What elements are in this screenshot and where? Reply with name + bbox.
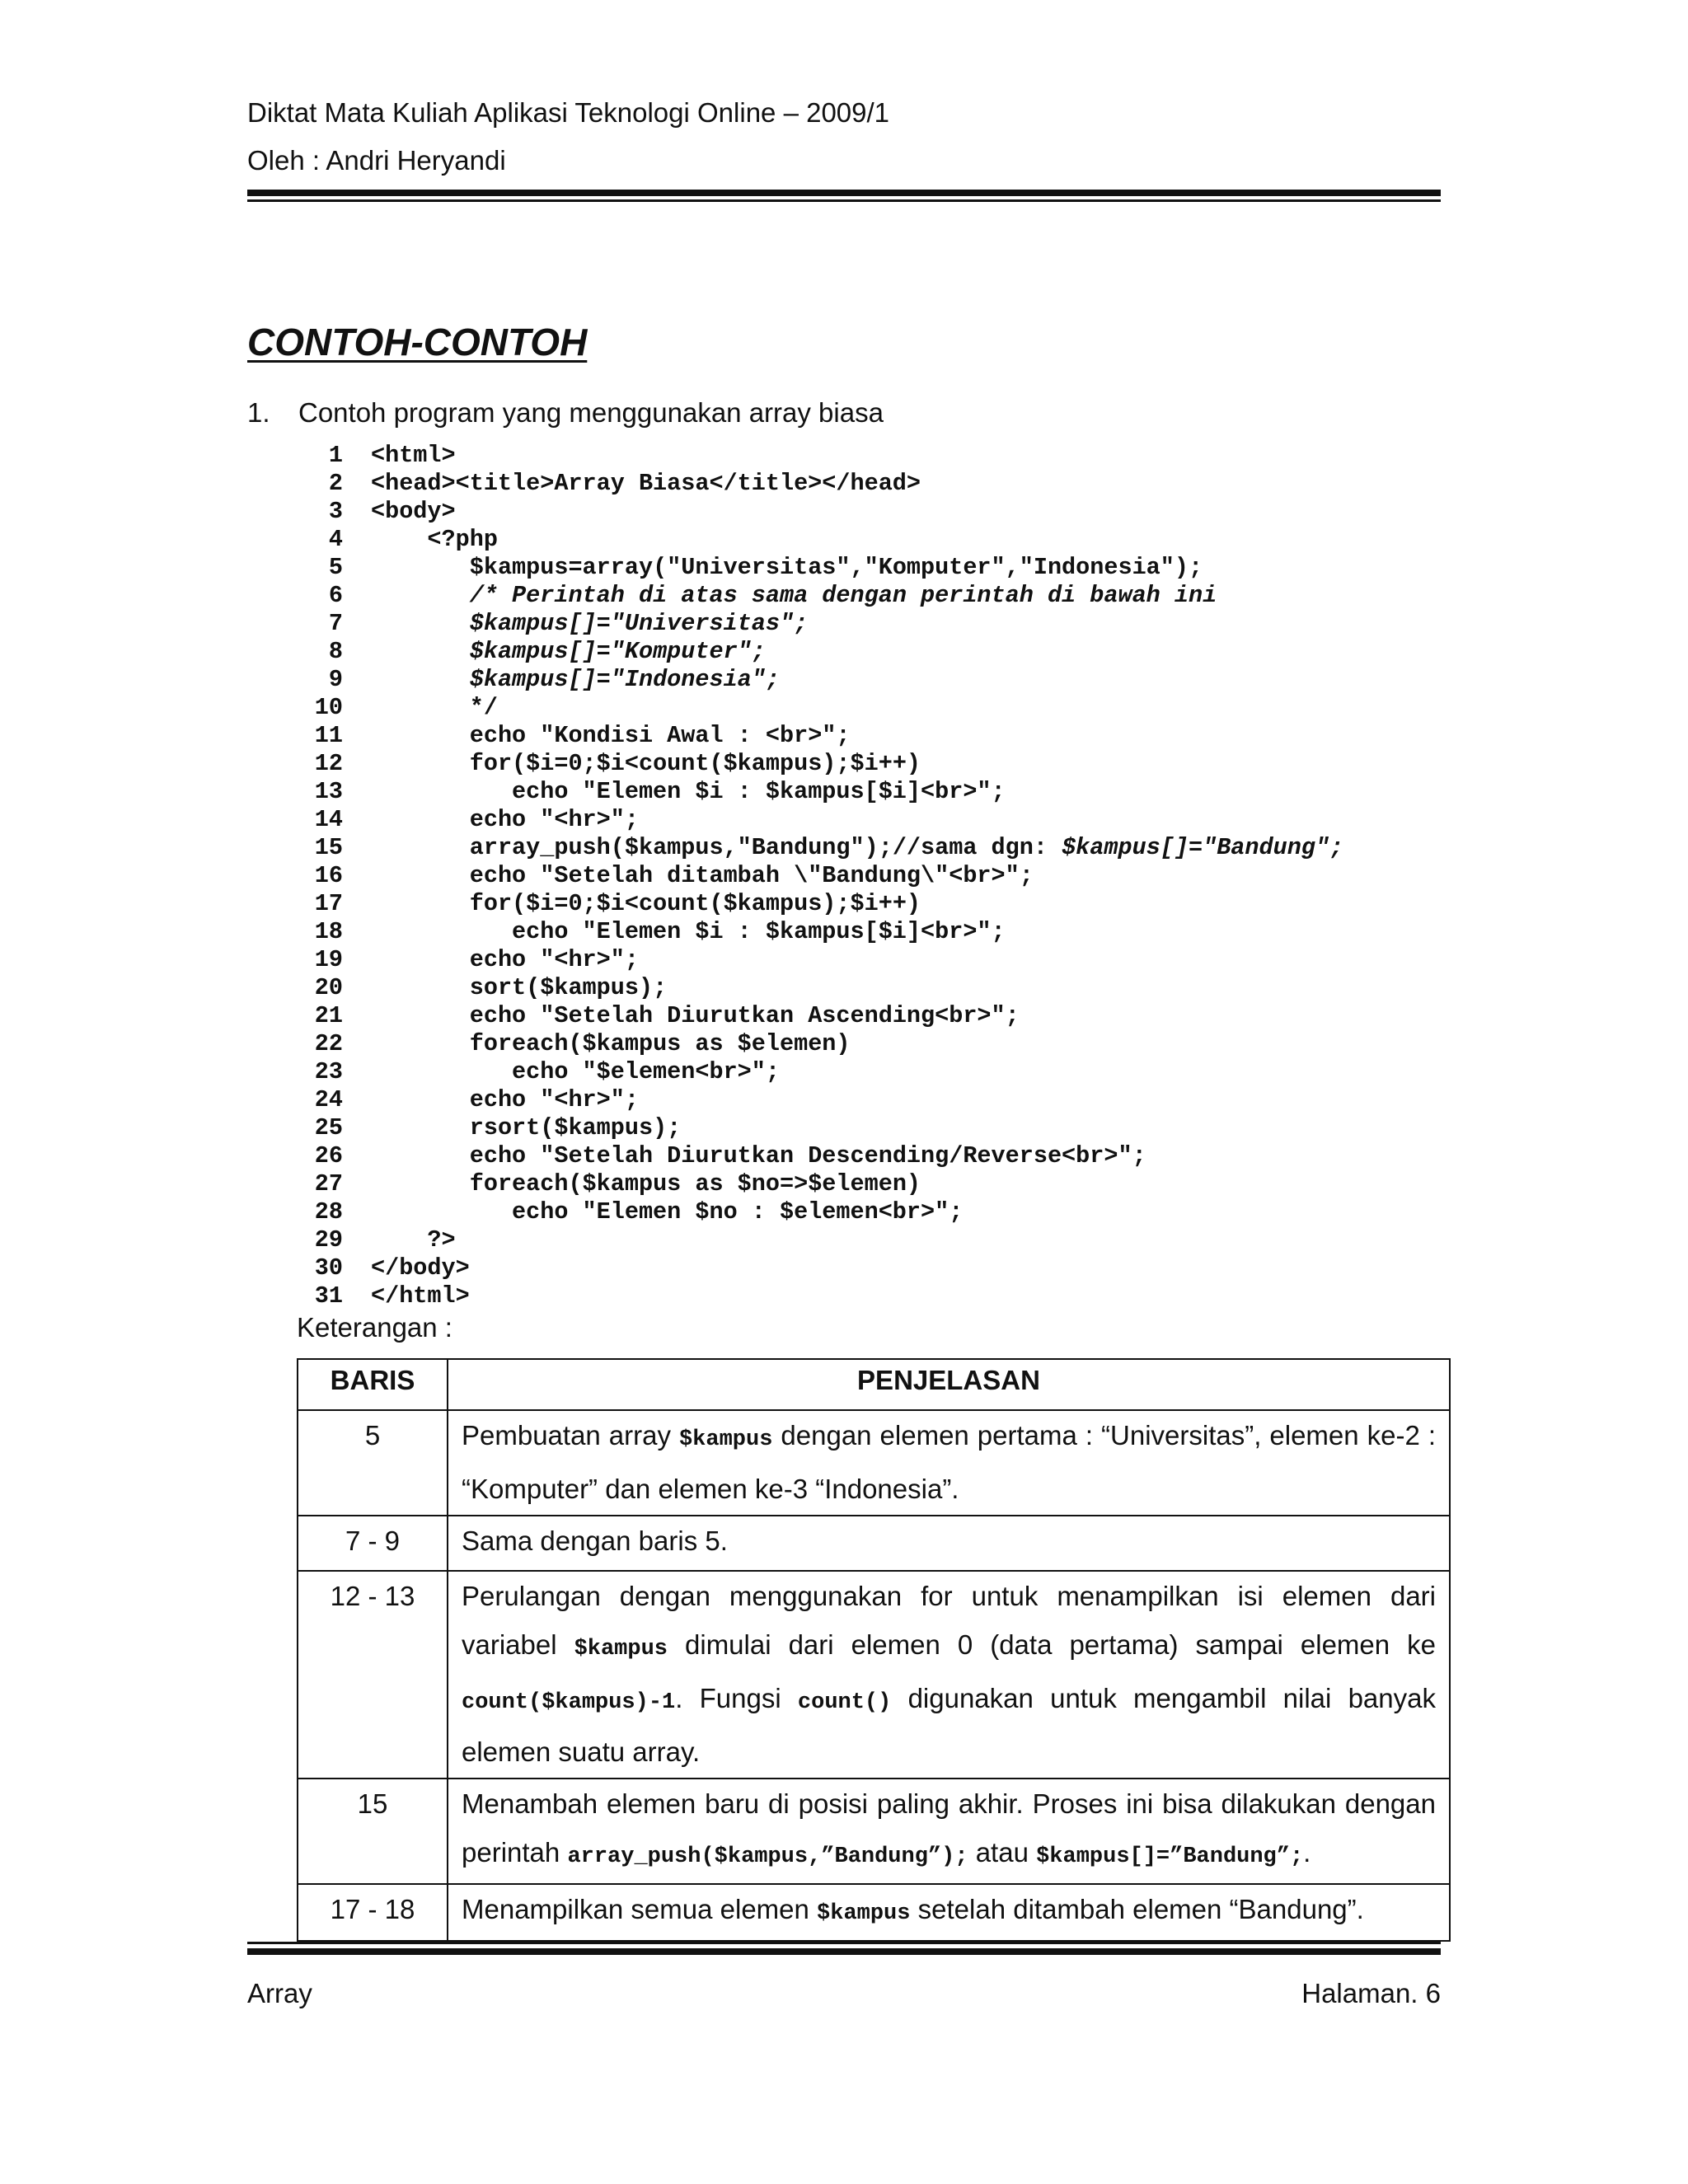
code-indent [371,1086,470,1113]
code-text: $kampus[]="Indonesia"; [469,666,780,693]
text-fragment: Perulangan dengan menggunakan for untuk menampilkan isi elemen dari variabel [462,1581,1436,1660]
column-header-baris: BARIS [298,1359,448,1410]
code-text: echo "<hr>"; [469,806,639,833]
code-line [297,1142,1343,1170]
code-line-number: 19 [314,946,343,973]
cell-penjelasan [448,1779,1450,1884]
code-line-number: 9 [328,666,343,693]
code-line [297,1226,1343,1254]
header-rule-thin [247,199,1441,202]
table-row [298,1884,1450,1941]
code-line [297,778,1343,806]
code-line-number: 5 [328,554,343,581]
explanation-table [297,1358,1451,1942]
code-line [297,498,1343,526]
text-fragment: setelah ditambah elemen “Bandung”. [910,1894,1364,1924]
code-line-number: 21 [314,1002,343,1029]
text-fragment: . Fungsi [675,1683,798,1713]
code-line-number: 7 [328,610,343,637]
code-indent [371,1114,470,1141]
code-line-number: 11 [314,722,343,749]
code-line-number: 16 [314,862,343,889]
code-text: <?php [427,526,498,553]
code-line [297,666,1343,694]
text-fragment: digunakan untuk mengambil nilai banyak elemen suatu array. [462,1683,1436,1767]
code-text: for($i=0;$i<count($kampus);$i++) [469,750,921,777]
text-fragment: dimulai dari elemen 0 (data pertama) sampai elemen ke [668,1629,1436,1660]
code-text: foreach($kampus as $elemen) [469,1030,851,1057]
keterangan-label: Keterangan : [297,1312,452,1343]
inline-code: $kampus [817,1901,911,1926]
code-indent [371,1002,470,1029]
text-fragment: Pembuatan array [462,1420,679,1451]
code-line-number: 30 [314,1254,343,1282]
code-indent [371,1058,512,1085]
inline-code: $kampus [574,1637,668,1661]
code-indent [371,834,470,861]
code-line [297,1282,1343,1310]
code-line [297,834,1343,862]
code-line [297,1030,1343,1058]
code-line [297,526,1343,554]
table-row [298,1410,1450,1516]
inline-code: $kampus [678,1427,773,1452]
code-line [297,1002,1343,1030]
code-line [297,694,1343,722]
code-line [297,722,1343,750]
code-line-number: 1 [328,442,343,469]
code-indent [371,610,470,637]
code-text: echo "<hr>"; [469,1086,639,1113]
code-line [297,1058,1343,1086]
code-text: ?> [427,1226,456,1254]
code-line-number: 17 [314,890,343,917]
code-line-number: 14 [314,806,343,833]
code-indent [371,974,470,1001]
code-text: <body> [371,498,456,525]
code-line [297,890,1343,918]
cell-baris: 17 - 18 [298,1884,448,1941]
code-text: array_push($kampus,"Bandung");//sama dgn: [469,834,1062,861]
code-line-number: 12 [314,750,343,777]
text-fragment: atau [968,1837,1037,1868]
footer-chapter: Array [247,1978,312,2008]
code-line [297,470,1343,498]
code-line [297,974,1343,1002]
code-line-number: 31 [314,1282,343,1310]
code-line-number: 18 [314,918,343,945]
code-line-number: 10 [314,694,343,721]
cell-penjelasan [448,1410,1450,1516]
inline-code: count() [797,1690,892,1715]
code-line [297,918,1343,946]
cell-baris: 7 - 9 [298,1516,448,1571]
code-line-number: 2 [328,470,343,497]
code-indent [371,1198,512,1226]
code-line-number: 8 [328,638,343,665]
code-line [297,442,1343,470]
code-text: for($i=0;$i<count($kampus);$i++) [469,890,921,917]
code-indent [371,806,470,833]
code-text: echo "$elemen<br>"; [512,1058,780,1085]
code-text: $kampus=array("Universitas","Komputer","Indonesia"); [469,554,1203,581]
code-text: <head><title>Array Biasa</title></head> [371,470,921,497]
code-line [297,1114,1343,1142]
code-text: foreach($kampus as $no=>$elemen) [469,1170,921,1197]
code-text: sort($kampus); [469,974,668,1001]
text-fragment: . [1303,1837,1311,1868]
code-indent [371,1142,470,1169]
code-line [297,1170,1343,1198]
code-text: echo "<hr>"; [469,946,639,973]
list-item [247,397,884,429]
code-indent [371,666,470,693]
code-line-number: 13 [314,778,343,805]
code-line-number: 6 [328,582,343,609]
code-line [297,610,1343,638]
code-text: echo "Setelah Diurutkan Descending/Reverse<br>"; [469,1142,1146,1169]
code-line [297,1198,1343,1226]
code-line-number: 24 [314,1086,343,1113]
footer-rule-thick [247,1948,1441,1955]
footer-page-number: Halaman. 6 [1301,1978,1441,2008]
text-fragment: Sama dengan baris 5. [462,1526,728,1556]
code-line-number: 15 [314,834,343,861]
header-course-title: Diktat Mata Kuliah Aplikasi Teknologi Online – 2009/1 [247,97,890,128]
code-comment: $kampus[]="Bandung"; [1062,834,1344,861]
list-item-number: 1. [247,397,270,428]
code-indent [371,582,470,609]
code-line [297,806,1343,834]
cell-penjelasan [448,1571,1450,1779]
code-indent [371,722,470,749]
code-indent [371,778,512,805]
code-line-number: 26 [314,1142,343,1169]
code-text: /* Perintah di atas sama dengan perintah di bawah ini [469,582,1217,609]
code-indent [371,638,470,665]
cell-penjelasan [448,1884,1450,1941]
header-rule-thick [247,190,1441,196]
table-row [298,1516,1450,1571]
text-fragment: Menambah elemen baru di posisi paling akhir. Proses ini bisa dilakukan dengan perintah [462,1788,1436,1868]
code-line-number: 28 [314,1198,343,1226]
code-line [297,1254,1343,1282]
code-text: </body> [371,1254,470,1282]
table-header-row [298,1359,1450,1410]
code-indent [371,918,512,945]
text-fragment: dengan elemen pertama : “Universitas”, elemen ke-2 : “Komputer” dan elemen ke-3 “Indonesia”. [462,1420,1436,1504]
code-listing [297,442,1343,1310]
cell-penjelasan [448,1516,1450,1571]
cell-baris: 12 - 13 [298,1571,448,1779]
code-line-number: 25 [314,1114,343,1141]
inline-code: array_push($kampus,”Bandung”); [567,1844,968,1869]
code-indent [371,554,470,581]
code-line [297,1086,1343,1114]
code-text: echo "Kondisi Awal : <br>"; [469,722,851,749]
code-indent [371,890,470,917]
code-indent [371,946,470,973]
inline-code: $kampus[]=”Bandung”; [1036,1844,1304,1869]
code-text: echo "Setelah ditambah \"Bandung\"<br>"; [469,862,1034,889]
code-text: echo "Elemen $i : $kampus[$i]<br>"; [512,778,1006,805]
code-line-number: 27 [314,1170,343,1197]
code-line-number: 3 [328,498,343,525]
code-line [297,862,1343,890]
code-line [297,582,1343,610]
text-fragment: Menampilkan semua elemen [462,1894,818,1924]
code-text: echo "Elemen $no : $elemen<br>"; [512,1198,964,1226]
code-indent [371,750,470,777]
code-line-number: 22 [314,1030,343,1057]
list-item-text: Contoh program yang menggunakan array biasa [298,397,884,428]
code-text: */ [469,694,498,721]
code-indent [371,1170,470,1197]
table-row [298,1571,1450,1779]
code-text: echo "Setelah Diurutkan Ascending<br>"; [469,1002,1020,1029]
code-indent [371,694,470,721]
inline-code: count($kampus)-1 [462,1690,676,1715]
code-line [297,946,1343,974]
column-header-penjelasan: PENJELASAN [448,1359,1450,1410]
cell-baris: 5 [298,1410,448,1516]
code-line [297,554,1343,582]
header-author: Oleh : Andri Heryandi [247,145,506,176]
code-line-number: 23 [314,1058,343,1085]
code-text: echo "Elemen $i : $kampus[$i]<br>"; [512,918,1006,945]
code-line [297,638,1343,666]
code-text: $kampus[]="Universitas"; [469,610,809,637]
code-line-number: 20 [314,974,343,1001]
cell-baris: 15 [298,1779,448,1884]
code-text: $kampus[]="Komputer"; [469,638,766,665]
code-line [297,750,1343,778]
code-text: rsort($kampus); [469,1114,682,1141]
code-text: </html> [371,1282,470,1310]
code-indent [371,1226,427,1254]
code-line-number: 29 [314,1226,343,1254]
footer-rule-thin [247,1942,1441,1944]
code-indent [371,526,427,553]
section-title: CONTOH-CONTOH [247,321,588,363]
table-row [298,1779,1450,1884]
code-line-number: 4 [328,526,343,553]
code-indent [371,862,470,889]
code-indent [371,1030,470,1057]
code-text: <html> [371,442,456,469]
